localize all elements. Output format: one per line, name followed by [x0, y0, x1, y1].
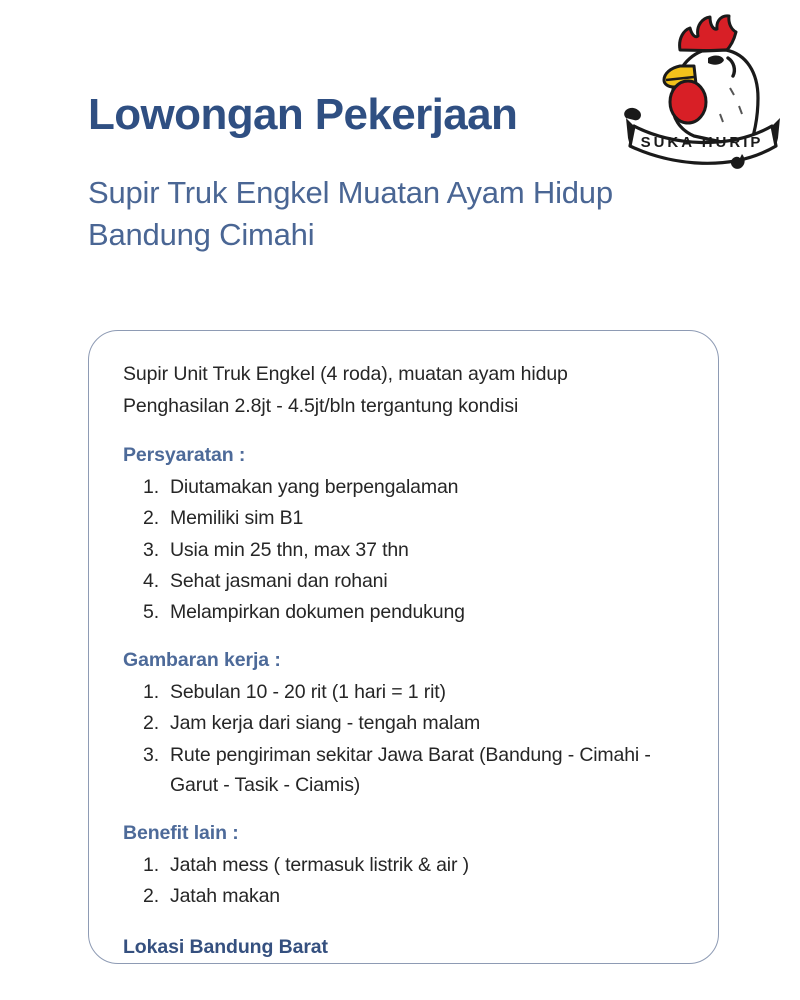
- section-heading-gambaran-kerja: Gambaran kerja :: [123, 649, 281, 672]
- gambaran-kerja-list: [123, 677, 684, 800]
- subtitle-line-2: Bandung Cimahi: [88, 216, 315, 252]
- list-item: Jam kerja dari siang - tengah malam: [170, 712, 481, 735]
- job-summary-line-1: Supir Unit Truk Engkel (4 roda), muatan ayam hidup: [123, 363, 568, 385]
- list-item: Rute pengiriman sekitar Jawa Barat (Bandung - Cimahi - Garut - Tasik - Ciamis): [170, 743, 651, 796]
- list-item: Jatah makan: [170, 885, 280, 908]
- list-item: Sebulan 10 - 20 rit (1 hari = 1 rit): [170, 681, 446, 704]
- section-gambaran-kerja: [123, 649, 684, 800]
- job-summary: [123, 359, 684, 422]
- job-location: Lokasi Bandung Barat: [123, 935, 328, 958]
- rooster-wattle-icon: [670, 81, 706, 123]
- list-item: Memiliki sim B1: [170, 507, 304, 530]
- list-item: Jatah mess ( termasuk listrik & air ): [170, 854, 469, 877]
- list-item: Usia min 25 thn, max 37 thn: [170, 538, 409, 561]
- rooster-logo: [622, 14, 782, 172]
- benefit-lain-list: [123, 850, 684, 911]
- job-position-subtitle: [88, 172, 748, 255]
- rooster-comb-icon: [680, 16, 736, 51]
- job-details-card: [88, 330, 719, 964]
- page-title: Lowongan Pekerjaan: [88, 90, 518, 139]
- section-benefit-lain: [123, 822, 684, 911]
- section-heading-persyaratan: Persyaratan :: [123, 444, 246, 467]
- job-summary-line-2: Penghasilan 2.8jt - 4.5jt/bln tergantung kondisi: [123, 394, 519, 417]
- list-item: Diutamakan yang berpengalaman: [170, 476, 459, 499]
- list-item: Sehat jasmani dan rohani: [170, 569, 388, 592]
- section-heading-benefit-lain: Benefit lain :: [123, 822, 239, 845]
- section-persyaratan: [123, 444, 684, 627]
- subtitle-line-1: Supir Truk Engkel Muatan Ayam Hidup: [88, 175, 613, 211]
- list-item: Melampirkan dokumen pendukung: [170, 601, 465, 624]
- persyaratan-list: [123, 472, 684, 627]
- logo-banner-text: SUKA HURIP: [640, 134, 764, 151]
